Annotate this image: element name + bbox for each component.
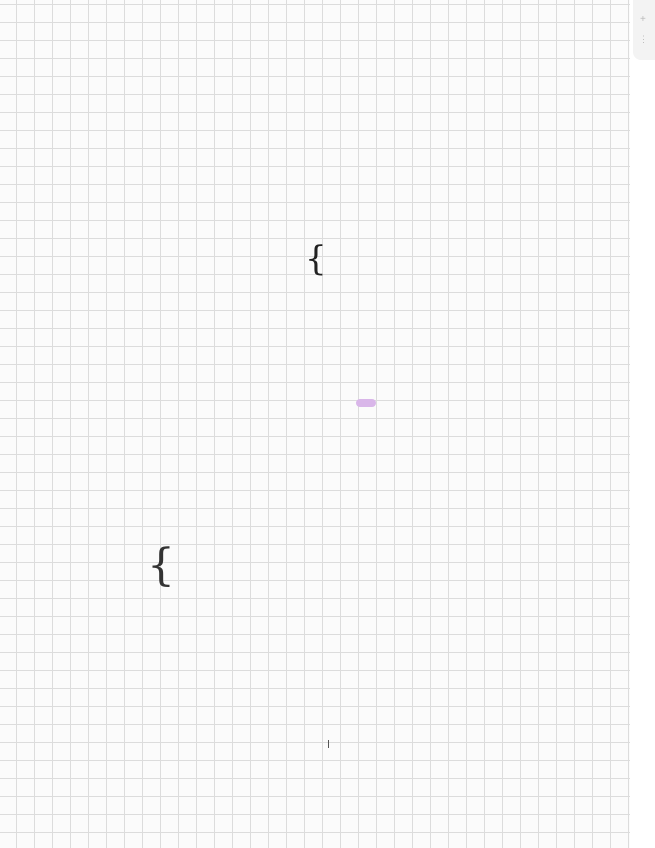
density-chart [150, 388, 300, 513]
cdf-brace: { [147, 540, 175, 591]
pen-mark [328, 740, 329, 748]
tab-header [633, 0, 655, 60]
density-chart-svg [150, 388, 300, 508]
plus-icon: + [640, 14, 646, 25]
more-icon: ⋮ [639, 34, 648, 44]
function-brace: { [305, 239, 327, 279]
notebook-tabs [630, 0, 655, 848]
verification-result [356, 399, 376, 407]
verification-block [358, 386, 376, 410]
